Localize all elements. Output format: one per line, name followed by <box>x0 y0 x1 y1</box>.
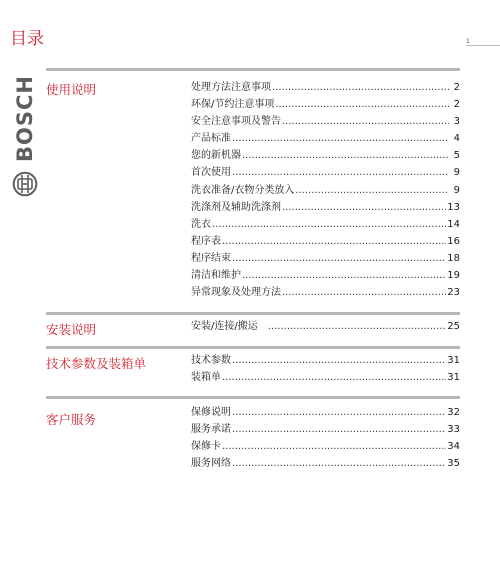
page-number: 1 <box>466 38 470 45</box>
dot-leader <box>268 318 447 335</box>
dot-leader <box>242 147 449 164</box>
toc-entry[interactable] <box>191 404 460 421</box>
dot-leader <box>242 267 446 284</box>
toc-entry-title: 环保/节约注意事项 <box>191 99 275 111</box>
toc-entry-list <box>191 404 460 472</box>
toc-entry-title: 异常现象及处理方法 <box>191 287 281 299</box>
toc-entry-page: 25 <box>447 321 460 332</box>
toc-entry-page: 2 <box>453 99 460 111</box>
dot-leader <box>232 250 446 267</box>
toc-entry[interactable] <box>191 421 460 438</box>
toc-entry-title: 保修说明 <box>191 407 231 418</box>
dot-leader <box>232 130 449 147</box>
bosch-armature-logo-icon <box>12 171 38 197</box>
toc-entry-page: 16 <box>447 235 460 247</box>
toc-entry-page: 3 <box>453 116 460 128</box>
dot-leader <box>295 182 449 199</box>
dot-leader <box>232 164 449 181</box>
toc-entry[interactable] <box>191 164 460 181</box>
toc-entry-page: 33 <box>447 424 460 436</box>
toc-entry[interactable] <box>191 199 460 216</box>
toc-entry[interactable] <box>191 455 460 472</box>
section-heading: 安装说明 <box>46 322 97 337</box>
section-divider <box>46 312 460 315</box>
toc-entry-page: 14 <box>447 218 460 230</box>
dot-leader <box>222 438 446 455</box>
toc-entry-page: 32 <box>447 407 460 418</box>
section-heading: 使用说明 <box>46 82 97 97</box>
toc-entry-title: 安装/连接/搬运 <box>191 321 258 332</box>
dot-leader <box>232 421 446 438</box>
dot-leader <box>232 352 446 369</box>
toc-entry-list <box>191 352 460 386</box>
toc-entry-title: 服务网络 <box>191 458 231 470</box>
toc-entry[interactable] <box>191 352 460 369</box>
toc-entry[interactable] <box>191 250 460 267</box>
section-divider <box>46 396 460 399</box>
brand-logo-text: BOSCH <box>13 75 37 162</box>
toc-entry-title: 服务承诺 <box>191 424 231 436</box>
toc-entry-page: 13 <box>447 201 460 213</box>
toc-entry-page: 5 <box>453 150 460 162</box>
toc-entry-title: 洗涤剂及辅助洗涤剂 <box>191 201 281 213</box>
dot-leader <box>222 369 446 386</box>
toc-entry[interactable] <box>191 113 460 130</box>
toc-entry-page: 31 <box>447 372 460 384</box>
toc-entry-title: 程序结束 <box>191 252 231 264</box>
dot-leader <box>212 216 446 233</box>
toc-entry[interactable] <box>191 79 460 96</box>
toc-entry-page: 9 <box>453 184 460 196</box>
toc-entry[interactable] <box>191 318 460 335</box>
section-divider <box>46 346 460 349</box>
toc-entry-page: 2 <box>453 82 460 93</box>
toc-entry[interactable] <box>191 438 460 455</box>
page-title: 目录 <box>10 29 44 49</box>
header-rule <box>466 45 500 46</box>
toc-entry-page: 9 <box>453 167 460 179</box>
toc-entry-title: 首次使用 <box>191 167 231 179</box>
dot-leader <box>232 404 446 421</box>
section-divider <box>46 68 460 71</box>
dot-leader <box>275 96 449 113</box>
toc-entry-title: 保修卡 <box>191 441 221 453</box>
section-heading: 客户服务 <box>46 412 97 427</box>
toc-entry-page: 18 <box>447 252 460 264</box>
toc-section-customer-service <box>46 396 460 470</box>
toc-entry-title: 程序表 <box>191 235 221 247</box>
dot-leader <box>282 284 446 301</box>
dot-leader <box>272 79 449 96</box>
toc-entry[interactable] <box>191 182 460 199</box>
toc-section-installation <box>46 312 460 337</box>
section-heading: 技术参数及装箱单 <box>46 356 147 371</box>
toc-entry[interactable] <box>191 284 460 301</box>
toc-entry-page: 31 <box>447 355 460 366</box>
toc-entry-page: 34 <box>447 441 460 453</box>
toc-entry[interactable] <box>191 233 460 250</box>
dot-leader <box>222 233 446 250</box>
toc-entry-title: 清洁和维护 <box>191 270 241 282</box>
toc-entry[interactable] <box>191 147 460 164</box>
toc-entry[interactable] <box>191 96 460 113</box>
toc-entry-page: 23 <box>447 287 460 299</box>
toc-entry-page: 19 <box>447 270 460 282</box>
dot-leader <box>282 113 449 130</box>
toc-entry-list <box>191 318 460 335</box>
toc-entry-title: 安全注意事项及警告 <box>191 116 281 128</box>
toc-entry[interactable] <box>191 369 460 386</box>
toc-entry-title: 技术参数 <box>191 355 231 366</box>
toc-section-specs <box>46 346 460 384</box>
toc-entry-title: 洗衣 <box>191 218 211 230</box>
toc-entry[interactable] <box>191 130 460 147</box>
toc-section-usage <box>46 68 460 299</box>
toc-entry-title: 产品标准 <box>191 133 231 145</box>
dot-leader <box>282 199 446 216</box>
toc-entry-title: 洗衣准备/衣物分类放入 <box>191 184 295 196</box>
toc-entry-title: 您的新机器 <box>191 150 241 162</box>
toc-entry-page: 4 <box>453 133 460 145</box>
toc-entry[interactable] <box>191 216 460 233</box>
toc-entry-page: 35 <box>447 458 460 470</box>
toc-entry-title: 装箱单 <box>191 372 221 384</box>
toc-entry[interactable] <box>191 267 460 284</box>
toc-entry-title: 处理方法注意事项 <box>191 82 271 93</box>
toc-entry-list <box>191 79 460 301</box>
dot-leader <box>232 455 446 472</box>
